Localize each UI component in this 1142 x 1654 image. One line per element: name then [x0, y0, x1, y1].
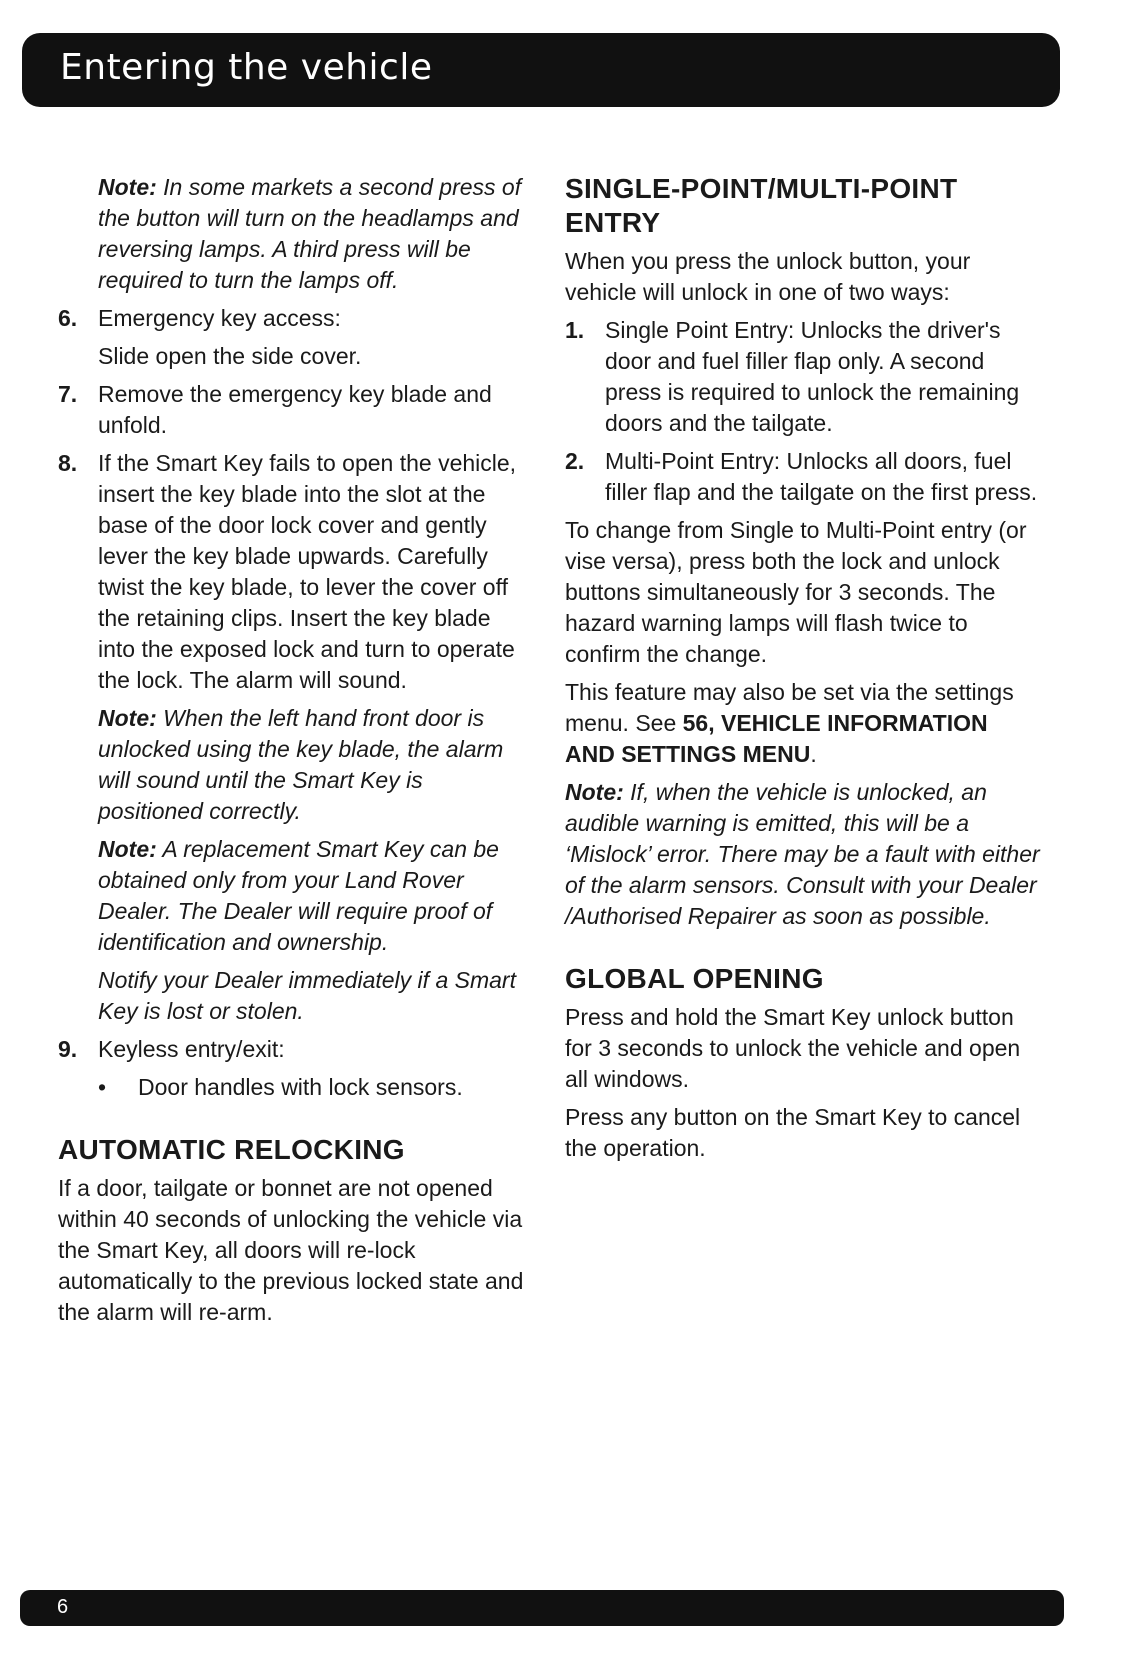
note-label: Note: — [98, 705, 157, 731]
note-label: Note: — [98, 174, 157, 200]
item-text: Single Point Entry: Unlocks the driver's door and fuel filler flap only. A second press is required to unlock the remaining doors and the tailgate. — [605, 317, 1020, 436]
page-number: 6 — [57, 1596, 69, 1618]
list-item-2 — [565, 446, 1040, 508]
note-lost-key: Notify your Dealer immediately if a Smart Key is lost or stolen. — [98, 967, 516, 1024]
note-mislock — [565, 777, 1040, 932]
bullet-item — [98, 1072, 528, 1103]
header-bar — [22, 33, 1060, 107]
bullet-text: Door handles with lock sensors. — [138, 1074, 463, 1100]
item-number: 7. — [58, 381, 78, 407]
note-text: In some markets a second press of the button will turn on the headlamps and reversing lamps. A third press will be required to turn the lamps off. — [98, 174, 522, 293]
list-item-7 — [58, 379, 528, 441]
note-text: When the left hand front door is unlocked using the key blade, the alarm will sound until the Smart Key is positioned correctly. — [98, 705, 504, 824]
note-replacement-key — [98, 834, 528, 958]
item-text: If the Smart Key fails to open the vehicle, insert the key blade into the slot at the base of the door lock cover and gently lever the key blade upwards. Carefully twist the key blade, to lever the cover off the retaining clips. Insert the key blade into the exposed lock and turn to operate the lock. The alarm will sound. — [98, 450, 517, 693]
note-text: If, when the vehicle is unlocked, an audible warning is emitted, this will be a ‘Mislock’ error. There may be a fault with either of the alarm sensors. Consult with your Dealer /Authorised Repairer as soon as possible. — [565, 779, 1040, 929]
item-text: Emergency key access: — [98, 305, 341, 331]
item-number: 1. — [565, 317, 585, 343]
note-text: A replacement Smart Key can be obtained only from your Land Rover Dealer. The Dealer will require proof of identification and ownership. — [98, 836, 499, 955]
list-item-9 — [58, 1034, 528, 1065]
list-item-8 — [58, 448, 528, 696]
entry-intro: When you press the unlock button, your vehicle will unlock in one of two ways: — [565, 248, 971, 305]
item-number: 8. — [58, 450, 78, 476]
settings-reference — [565, 677, 1040, 770]
left-column — [58, 172, 528, 1335]
item-text: Keyless entry/exit: — [98, 1036, 285, 1062]
item-number: 6. — [58, 305, 78, 331]
settings-link[interactable]: 56, VEHICLE INFORMATION AND SETTINGS MENU — [565, 710, 988, 767]
settings-pre: This feature may also be set via the settings menu. See — [565, 679, 1014, 736]
page-title: Entering the vehicle — [60, 47, 433, 88]
item-text: Multi-Point Entry: Unlocks all doors, fuel filler flap and the tailgate on the first press. — [605, 448, 1038, 505]
global-text-2: Press any button on the Smart Key to cancel the operation. — [565, 1104, 1021, 1161]
section-heading-relocking: AUTOMATIC RELOCKING — [58, 1134, 405, 1165]
section-heading-global: GLOBAL OPENING — [565, 963, 824, 994]
item-number: 2. — [565, 448, 585, 474]
footer-bar — [20, 1590, 1064, 1626]
item-number: 9. — [58, 1036, 78, 1062]
note-headlamps — [98, 172, 528, 296]
relocking-text: If a door, tailgate or bonnet are not opened within 40 seconds of unlocking the vehicle via the Smart Key, all doors will re-lock automatically to the previous locked state and the alarm will re-arm. — [58, 1175, 524, 1325]
list-item-1 — [565, 315, 1040, 439]
right-column — [565, 172, 1040, 1171]
note-key-blade-alarm — [98, 703, 528, 827]
note-label: Note: — [98, 836, 157, 862]
settings-post: . — [810, 741, 817, 767]
section-heading-entry: SINGLE-POINT/MULTI-POINT ENTRY — [565, 173, 958, 238]
global-text-1: Press and hold the Smart Key unlock button for 3 seconds to unlock the vehicle and open all windows. — [565, 1004, 1021, 1092]
list-item-6 — [58, 303, 528, 334]
note-label: Note: — [565, 779, 624, 805]
item-text: Remove the emergency key blade and unfold. — [98, 381, 492, 438]
item-6-sub: Slide open the side cover. — [98, 343, 362, 369]
bullet-icon: • — [98, 1074, 107, 1100]
entry-change-text: To change from Single to Multi-Point entry (or vise versa), press both the lock and unlock buttons simultaneously for 3 seconds. The hazard warning lamps will flash twice to confirm the change. — [565, 517, 1027, 667]
